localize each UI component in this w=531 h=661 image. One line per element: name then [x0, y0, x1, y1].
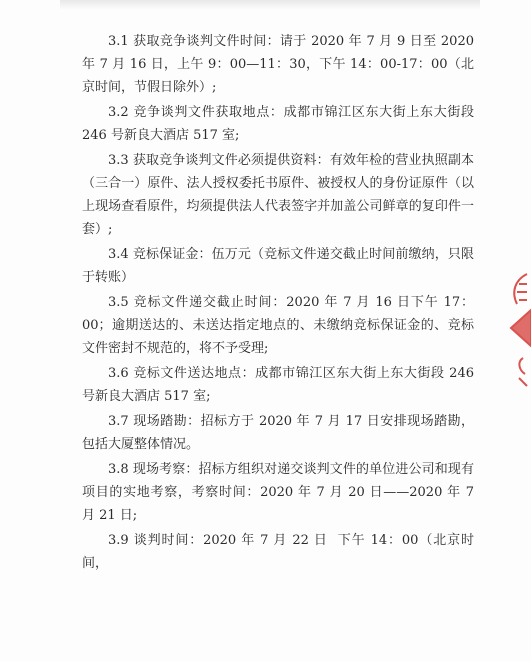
paragraph-3-4: [82, 243, 474, 289]
document-body: [82, 30, 479, 577]
paragraph-3-2: [82, 101, 479, 147]
paragraph-3-3-text: 3.3 获取竞争谈判文件必须提供资料：有效年检的营业执照副本（三合一）原件、法人授权委托书原件、被授权人的身份证原件（以上现场查看原件，均须提供法人代表签字并加盖公司鲜章的复印件一套）;: [82, 153, 474, 237]
paragraph-3-1-text: 3.1 获取竞争谈判文件时间：请于 2020 年 7 月 9 日至 2020 年 7 月 16 日，上午 9：00—11：30，下午 14：00-17：00（北京时间，节假日除外）;: [82, 34, 479, 95]
paragraph-3-5: [82, 291, 474, 360]
partial-seal-stamp: [497, 270, 531, 388]
paragraph-3-5-text: 3.5 竞标文件递交截止时间：2020 年 7 月 16 日下午 17：00；逾期送达的、未送达指定地点的、未缴纳竞标保证金的、竞标文件密封不规范的，将不予受理;: [82, 295, 474, 356]
scan-shadow: [60, 0, 480, 10]
paragraph-3-7-text: 3.7 现场踏勘：招标方于 2020 年 7 月 17 日安排现场踏勘，包括大厦整体情况。: [82, 414, 474, 452]
paragraph-3-7: [82, 410, 474, 456]
paragraph-3-2-text: 3.2 竞争谈判文件获取地点：成都市锦江区东大街上东大街段 246 号新良大酒店 517 室;: [82, 105, 479, 143]
paragraph-3-8: [82, 458, 479, 527]
paragraph-3-9: [82, 529, 474, 575]
paragraph-3-3: [82, 149, 474, 241]
paragraph-3-6-text: 3.6 竞标文件送达地点：成都市锦江区东大街上东大街段 246 号新良大酒店 517 室;: [82, 366, 479, 404]
paragraph-3-6: [82, 362, 479, 408]
paragraph-3-8-text: 3.8 现场考察：招标方组织对递交谈判文件的单位进公司和现有项目的实地考察，考察时间：2020 年 7 月 20 日——2020 年 7 月 21 日;: [82, 462, 479, 523]
paragraph-3-4-text: 3.4 竞标保证金：伍万元（竞标文件递交截止时间前缴纳，只限于转账）: [82, 247, 474, 285]
paragraph-3-9-text: 3.9 谈判时间：2020 年 7 月 22 日 下午 14：00（北京时间，: [82, 533, 474, 571]
paragraph-3-1: [82, 30, 479, 99]
